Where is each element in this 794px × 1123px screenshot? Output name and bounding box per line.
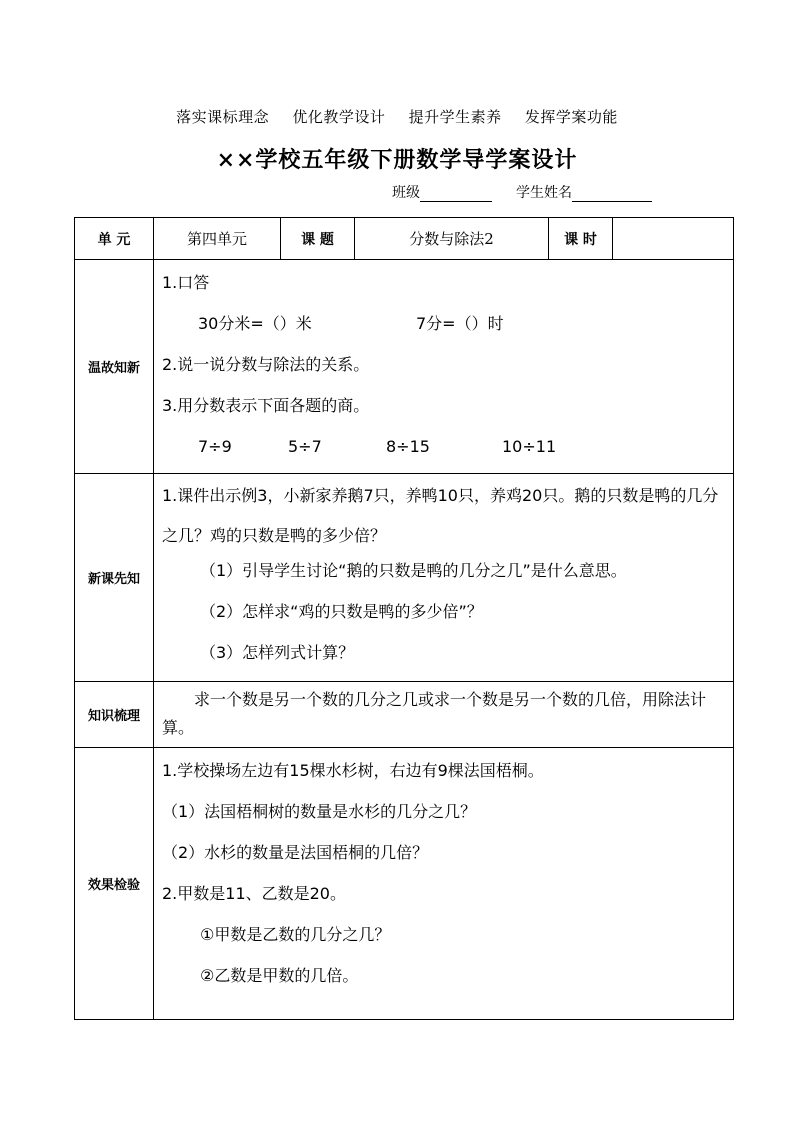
- review-oral-1: 30分米=（）米: [198, 314, 312, 333]
- header-row: [75, 218, 734, 260]
- topic-value: 分数与除法2: [355, 218, 549, 260]
- quotient: 8÷15: [386, 437, 430, 456]
- review-line: 3.用分数表示下面各题的商。: [162, 396, 370, 415]
- review-oral-2: 7分=（）时: [416, 314, 504, 333]
- review-row: [75, 260, 734, 474]
- summary-row: [75, 682, 734, 748]
- review-line: 1.口答: [162, 273, 210, 292]
- check-line: ②乙数是甲数的几倍。: [200, 966, 359, 985]
- check-row: [75, 748, 734, 1020]
- period-label: 课 时: [549, 218, 613, 260]
- lesson-table: [74, 217, 734, 1020]
- new-line: （3）怎样列式计算？: [200, 643, 355, 662]
- new-row: [75, 474, 734, 682]
- summary-content: [154, 682, 734, 748]
- name-field[interactable]: [572, 187, 652, 202]
- review-label: 温故知新: [75, 260, 154, 474]
- unit-value: 第四单元: [154, 218, 281, 260]
- quotient: 5÷7: [288, 437, 322, 456]
- topic-label: 课 题: [281, 218, 355, 260]
- new-content: [154, 474, 734, 682]
- review-oral-row: [162, 309, 727, 350]
- new-label: 新课先知: [75, 474, 154, 682]
- class-field[interactable]: [420, 187, 492, 202]
- check-line: （1）法国梧桐树的数量是水杉的几分之几？: [162, 802, 477, 821]
- class-label: 班级: [392, 185, 420, 201]
- quotient: 7÷9: [198, 437, 232, 456]
- summary-label: 知识梳理: [75, 682, 154, 748]
- new-line: （1）引导学生讨论“鹅的只数是鸭的几分之几”是什么意思。: [200, 561, 627, 580]
- new-line: （2）怎样求“鸡的只数是鸭的多少倍”？: [200, 602, 483, 621]
- check-line: 2.甲数是11、乙数是20。: [162, 884, 346, 903]
- new-line: 1.课件出示例3，小新家养鹅7只，养鸭10只，养鸡20只。鹅的只数是鸭的几分之几？鸡的只数是鸭的多少倍？: [162, 486, 719, 545]
- period-value: [613, 218, 734, 260]
- student-meta: [392, 182, 652, 202]
- quotient-row: [162, 432, 727, 473]
- name-label: 学生姓名: [516, 185, 572, 201]
- summary-text: 求一个数是另一个数的几分之几或求一个数是另一个数的几倍，用除法计算。: [162, 690, 707, 737]
- unit-label: 单 元: [75, 218, 154, 260]
- motto: 落实课标理念 优化教学设计 提升学生素养 发挥学案功能: [176, 108, 618, 126]
- page-title: ××学校五年级下册数学导学案设计: [216, 147, 578, 173]
- check-label: 效果检验: [75, 748, 154, 1020]
- check-line: 1.学校操场左边有15棵水杉树，右边有9棵法国梧桐。: [162, 761, 544, 780]
- check-line: ①甲数是乙数的几分之几？: [200, 925, 391, 944]
- quotient: 10÷11: [502, 437, 557, 456]
- review-content: [154, 260, 734, 474]
- review-line: 2.说一说分数与除法的关系。: [162, 355, 370, 374]
- check-line: （2）水杉的数量是法国梧桐的几倍？: [162, 843, 429, 862]
- check-content: [154, 748, 734, 1020]
